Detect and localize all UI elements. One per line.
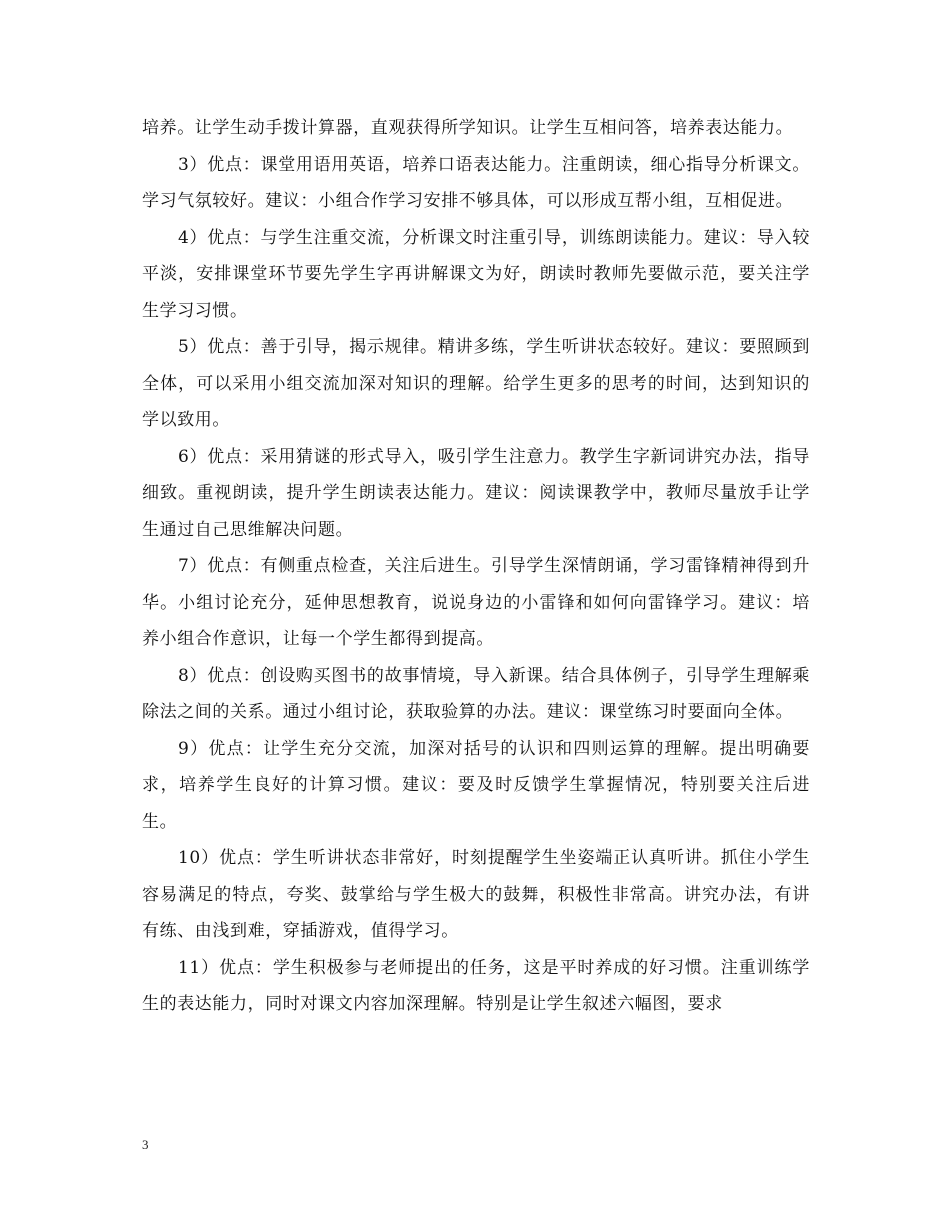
paragraph-item-11: 11）优点：学生积极参与老师提出的任务，这是平时养成的好习惯。注重训练学生的表达能力，同时对课文内容加深理解。特别是让学生叙述六幅图，要求 xyxy=(142,957,810,1014)
paragraph-item-9: 9）优点：让学生充分交流，加深对括号的认识和四则运算的理解。提出明确要求，培养学生良好的计算习惯。建议：要及时反馈学生掌握情况，特别要关注后进生。 xyxy=(142,738,810,832)
paragraph-item-10: 10）优点：学生听讲状态非常好，时刻提醒学生坐姿端正认真听讲。抓住小学生容易满足的特点，夸奖、鼓掌给与学生极大的鼓舞，积极性非常高。讲究办法，有讲有练、由浅到难，穿插游戏，值得学习。 xyxy=(142,848,810,941)
paragraph-item-8: 8）优点：创设购买图书的故事情境，导入新课。结合具体例子，引导学生理解乘除法之间的关系。通过小组讨论，获取验算的办法。建议：课堂练习时要面向全体。 xyxy=(142,665,810,722)
page-number: 3 xyxy=(142,1137,149,1152)
paragraph-continuation: 培养。让学生动手拨计算器，直观获得所学知识。让学生互相问答，培养表达能力。 xyxy=(142,118,794,138)
paragraph-item-3: 3）优点：课堂用语用英语，培养口语表达能力。注重朗读，细心指导分析课文。学习气氛较好。建议：小组合作学习安排不够具体，可以形成互帮小组，互相促进。 xyxy=(142,154,810,211)
page-body xyxy=(142,110,810,1023)
paragraph-item-5: 5）优点：善于引导，揭示规律。精讲多练，学生听讲状态较好。建议：要照顾到全体，可以采用小组交流加深对知识的理解。给学生更多的思考的时间，达到知识的学以致用。 xyxy=(142,337,810,430)
paragraph-item-4: 4）优点：与学生注重交流，分析课文时注重引导，训练朗读能力。建议：导入较平淡，安排课堂环节要先学生字再讲解课文为好，朗读时教师先要做示范，要关注学生学习习惯。 xyxy=(142,227,810,321)
paragraph-item-7: 7）优点：有侧重点检查，关注后进生。引导学生深情朗诵，学习雷锋精神得到升华。小组讨论充分，延伸思想教育，说说身边的小雷锋和如何向雷锋学习。建议：培养小组合作意识，让每一个学生都得到提高。 xyxy=(142,556,810,649)
paragraph-item-6: 6）优点：采用猜谜的形式导入，吸引学生注意力。教学生字新词讲究办法，指导细致。重视朗读，提升学生朗读表达能力。建议：阅读课教学中，教师尽量放手让学生通过自己思维解决问题。 xyxy=(142,446,810,540)
